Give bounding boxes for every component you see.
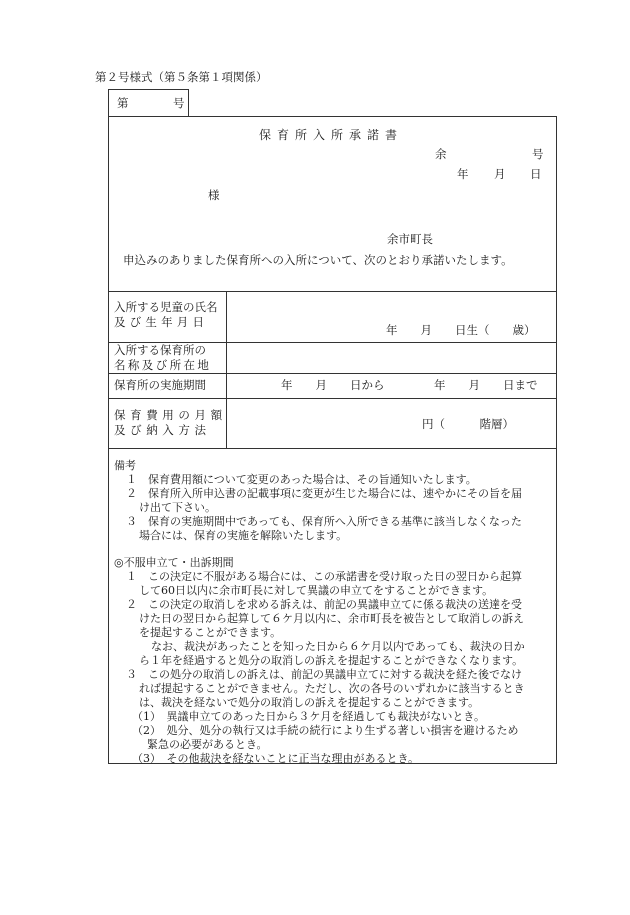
issue-number-suffix: 号 bbox=[532, 147, 544, 161]
appeal-line: １ この決定に不服がある場合には、この承諾書を受け取った日の翌日から起算 bbox=[126, 570, 522, 583]
period-from-field: 年 月 日から bbox=[281, 378, 385, 392]
number-box bbox=[108, 89, 189, 116]
table-rule bbox=[109, 291, 556, 292]
notes-heading: 備考 bbox=[114, 459, 136, 472]
appeal-line: なお、裁決があったことを知った日から６ケ月以内であっても、裁決の日か bbox=[151, 640, 525, 653]
table-rule bbox=[109, 448, 556, 449]
issuer-name: 余市町長 bbox=[387, 232, 433, 246]
appeal-line: 緊急の必要があるとき。 bbox=[147, 738, 268, 751]
appeal-heading: ◎不服申立て・出訴期間 bbox=[114, 556, 234, 569]
number-box-label: 第 bbox=[117, 96, 129, 110]
appeal-line: けた日の翌日から起算して６ケ月以内に、余市町長を被告として取消しの訴え bbox=[139, 612, 524, 625]
note-line: ２ 保育所入所申込書の記載事項に変更が生じた場合には、速やかにその旨を届 bbox=[126, 487, 522, 500]
date-year: 年 bbox=[457, 167, 469, 181]
note-line: ３ 保育の実施期間中であっても、保育所へ入所できる基準に該当しなくなった bbox=[126, 515, 522, 528]
appeal-line: ら１年を経過すると処分の取消しの訴えを提起することができなくなります。 bbox=[139, 654, 524, 667]
note-line: １ 保育費用額について変更のあった場合は、その旨通知いたします。 bbox=[126, 473, 477, 486]
appeal-line: して60日以内に余市町長に対して異議の申立てをすることができます。 bbox=[139, 584, 494, 597]
table-rule bbox=[109, 373, 556, 374]
table-rule bbox=[109, 398, 556, 399]
birthdate-field: 年 月 日生（ 歳） bbox=[386, 323, 536, 337]
issue-number-prefix: 余 bbox=[435, 147, 447, 161]
form-label: 第２号様式（第５条第１項関係） bbox=[95, 70, 268, 84]
appeal-line: は、裁決を経ないで処分の取消しの訴えを提起することができます。 bbox=[139, 696, 480, 709]
row-label: 入所する保育所の 名称及び所在地 bbox=[114, 343, 212, 372]
appeal-line: れば提起することができません。ただし、次の各号のいずれかに該当するとき bbox=[139, 682, 525, 695]
note-line: け出て下さい。 bbox=[139, 501, 216, 514]
appeal-line: を提起することができます。 bbox=[139, 626, 282, 639]
appeal-line: （1） 異議申立てのあった日から３ケ月を経過しても裁決がないとき。 bbox=[132, 710, 485, 723]
appeal-line: ３ この処分の取消しの訴えは、前記の異議申立てに対する裁決を経た後でなけ bbox=[126, 668, 522, 681]
appeal-line: （2） 処分、処分の執行又は手続の続行により生ずる著しい損害を避けるため bbox=[132, 724, 519, 737]
row-label: 保育所の実施期間 bbox=[114, 378, 206, 392]
row-label: 入所する児童の氏名 及び生年月日 bbox=[114, 300, 218, 329]
addressee-suffix: 様 bbox=[208, 188, 220, 202]
period-to-field: 年 月 日まで bbox=[434, 378, 538, 392]
appeal-line: ２ この決定の取消しを求める訴えは、前記の異議申立てに係る裁決の送達を受 bbox=[126, 598, 522, 611]
row-label: 保育費用の月額 及び納入方法 bbox=[114, 408, 227, 437]
intro-text: 申込みのありました保育所への入所について、次のとおり承諾いたします。 bbox=[123, 253, 513, 267]
number-box-suffix: 号 bbox=[173, 96, 185, 110]
date-day: 日 bbox=[530, 167, 542, 181]
document-title: 保育所入所承諾書 bbox=[259, 128, 404, 142]
note-line: 場合には、保育の実施を解除いたします。 bbox=[139, 529, 348, 542]
certificate-frame bbox=[108, 116, 557, 764]
date-month: 月 bbox=[494, 167, 506, 181]
appeal-line: （3） その他裁決を経ないことに正当な理由があるとき。 bbox=[132, 752, 420, 765]
monthly-fee-field: 円（ 階層） bbox=[422, 417, 514, 431]
